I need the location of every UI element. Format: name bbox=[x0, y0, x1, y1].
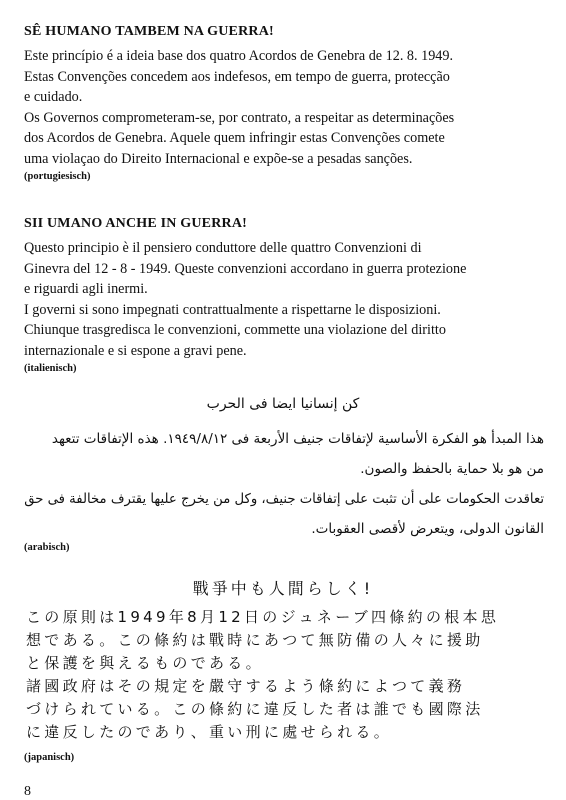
text-line: تعاقدت الحكومات على أن تثبت على إتفاقات جنيف، وكل من يخرج عليها يقترف مخالفة فى حق bbox=[24, 491, 544, 507]
portuguese-section bbox=[24, 24, 544, 182]
text-line: Ginevra del 12 - 8 - 1949. Queste convenzioni accordano in guerra protezione bbox=[24, 260, 467, 277]
text-line: القانون الدولى، ويتعرض لأقصى العقوبات. bbox=[311, 521, 544, 537]
text-line: uma violaçao do Direito Internacional e expõe-se a pesadas sanções. bbox=[24, 150, 413, 167]
text-line: Este princípio é a ideia base dos quatro Acordos de Genebra de 12. 8. 1949. bbox=[24, 48, 454, 64]
text-line: Questo principio è il pensiero conduttore delle quattro Convenzioni di bbox=[24, 240, 422, 256]
text-line: 想である。この條約は戰時にあつて無防備の人々に援助 bbox=[26, 631, 484, 649]
text-line: 諸國政府はその規定を嚴守するよう條約によつて義務 bbox=[26, 677, 466, 695]
text-line: Estas Convenções concedem aos indefesos, em tempo de guerra, protecção bbox=[24, 68, 450, 85]
text-line: と保護を與えるものである。 bbox=[26, 654, 264, 672]
arabic-body bbox=[24, 424, 544, 544]
text-line: internazionale e si espone a gravi pene. bbox=[24, 342, 247, 359]
text-line: Chiunque trasgredisca le convenzioni, commette una violazione del diritto bbox=[24, 322, 446, 338]
portuguese-body bbox=[24, 46, 544, 169]
language-label: (portugiesisch) bbox=[24, 171, 91, 182]
language-label: (arabisch) bbox=[24, 542, 70, 553]
text-line: Os Governos comprometeram-se, por contrato, a respeitar as determinações bbox=[24, 109, 455, 126]
japanese-body bbox=[26, 606, 546, 744]
language-label: (italienisch) bbox=[24, 363, 77, 374]
text-line: هذا المبدأ هو الفكرة الأساسية لإتفاقات جنيف الأربعة فى ١٩٤٩/٨/١٢. هذه الإتفاقات تتعهد bbox=[51, 431, 544, 447]
text-line: من هو بلا حماية بالحفظ والصون. bbox=[360, 461, 544, 477]
italian-body bbox=[24, 238, 544, 361]
text-line: e cuidado. bbox=[24, 89, 83, 105]
text-line: に違反したのであり、重い刑に處せられる。 bbox=[26, 723, 393, 741]
language-label: (japanisch) bbox=[24, 752, 75, 763]
text-line: づけられている。この條約に違反した者は誰でも國際法 bbox=[26, 700, 484, 718]
italian-heading: SII UMANO ANCHE IN GUERRA! bbox=[24, 216, 247, 231]
japanese-heading: 戰爭中も人間らしく! bbox=[192, 579, 374, 598]
text-line: e riguardi agli inermi. bbox=[24, 281, 148, 297]
arabic-heading: كن إنسانيا ايضا فى الحرب bbox=[206, 396, 360, 412]
page-number: 8 bbox=[24, 784, 31, 799]
text-line: I governi si sono impegnati contrattualmente a rispettarne le disposizioni. bbox=[24, 301, 441, 318]
portuguese-heading: SÊ HUMANO TAMBEM NA GUERRA! bbox=[24, 24, 274, 39]
text-line: dos Acordos de Genebra. Aquele quem infringir estas Convenções comete bbox=[24, 130, 445, 146]
italian-section bbox=[24, 216, 544, 374]
text-line: この原則は1949年8月12日のジュネーブ四條約の根本思 bbox=[26, 608, 500, 626]
